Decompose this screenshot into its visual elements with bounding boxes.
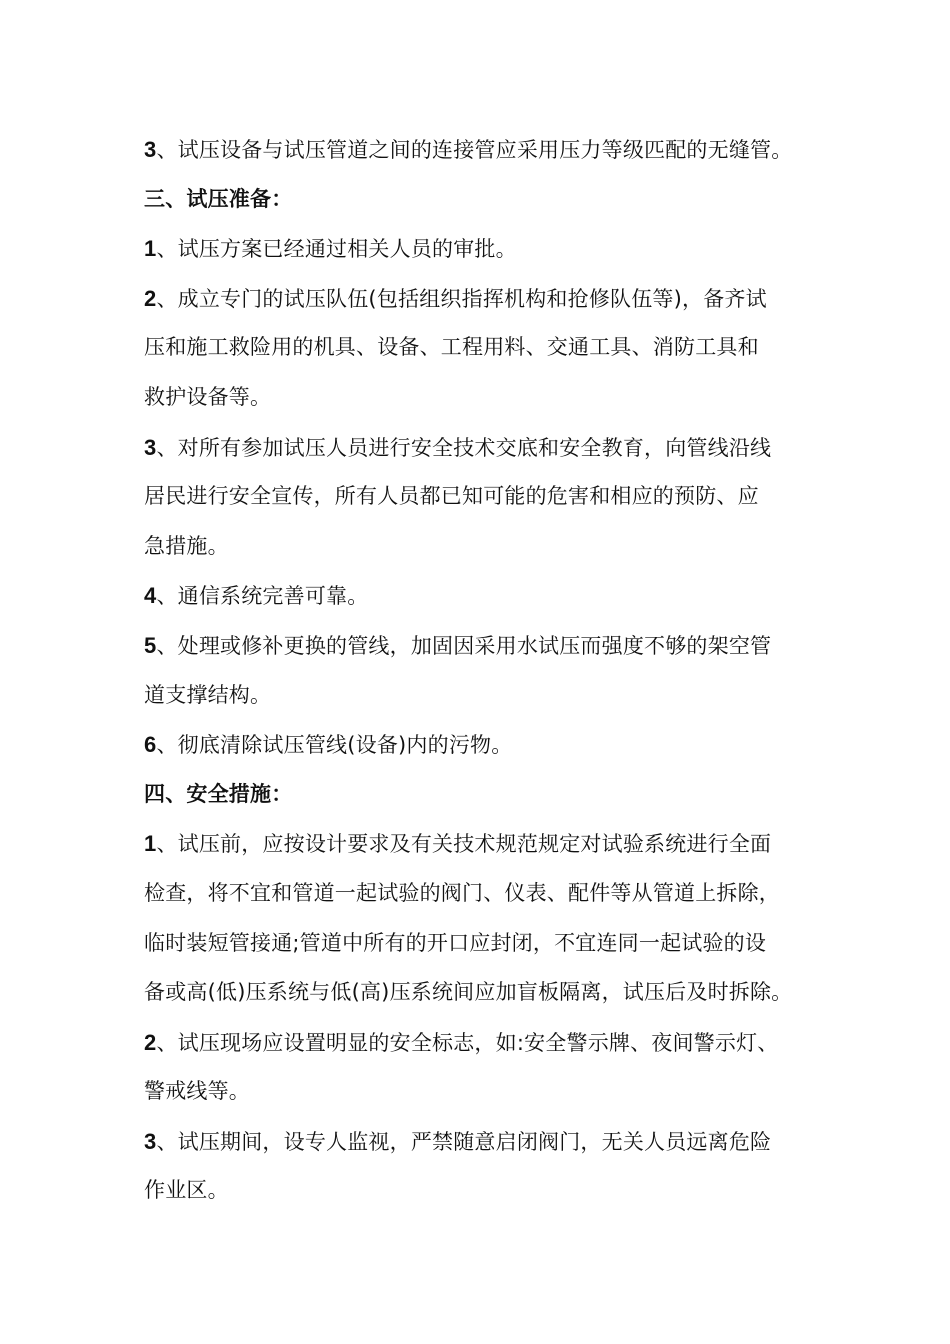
line-text: 、彻底清除试压管线(设备)内的污物。 (156, 733, 513, 758)
item-number: 4 (144, 583, 157, 609)
item-number: 3 (144, 434, 157, 460)
line-text: 、处理或修补更换的管线，加固因采用水试压而强度不够的架空管 (156, 633, 772, 658)
line-text: 、试压方案已经通过相关人员的审批。 (156, 237, 517, 262)
text-line: 压和施工救险用的机具、设备、工程用料、交通工具、消防工具和 (144, 335, 759, 360)
text-line: 作业区。 (144, 1178, 229, 1203)
section-heading: 四、安全措施： (144, 781, 293, 806)
line-text: 、对所有参加试压人员进行安全技术交底和安全教育，向管线沿线 (156, 435, 772, 460)
document-body (144, 125, 834, 1216)
item-number: 5 (144, 632, 157, 658)
item-number: 1 (144, 831, 157, 857)
text-line: 居民进行安全宣传，所有人员都已知可能的危害和相应的预防、应 (144, 484, 759, 509)
line-text: 、通信系统完善可靠。 (156, 584, 369, 609)
line-text: 、试压现场应设置明显的安全标志，如:安全警示牌、夜间警示灯、 (156, 1030, 779, 1055)
text-line: 警戒线等。 (144, 1079, 250, 1104)
line-text: 、试压前，应按设计要求及有关技术规范规定对试验系统进行全面 (156, 832, 772, 857)
item-number: 2 (144, 1029, 157, 1055)
section-heading: 三、试压准备： (144, 186, 293, 211)
text-line (144, 819, 834, 869)
text-line (144, 1018, 834, 1068)
item-number: 3 (144, 137, 157, 162)
text-line (144, 274, 834, 324)
text-line (144, 125, 834, 175)
text-line (144, 571, 834, 621)
text-line (144, 423, 834, 473)
item-number: 2 (144, 285, 157, 311)
text-line (144, 720, 834, 770)
text-line (144, 1117, 834, 1167)
text-line (144, 224, 834, 274)
text-line: 检查，将不宜和管道一起试验的阀门、仪表、配件等从管道上拆除， (144, 880, 780, 905)
item-number: 1 (144, 236, 157, 262)
item-number: 3 (144, 1128, 157, 1154)
item-number: 6 (144, 732, 157, 758)
line-text: 、试压设备与试压管道之间的连接管应采用压力等级匹配的无缝管。 (156, 138, 793, 162)
text-line: 备或高(低)压系统与低(高)压系统间应加盲板隔离，试压后及时拆除。 (144, 980, 793, 1005)
text-line: 道支撑结构。 (144, 682, 272, 707)
text-line: 临时装短管接通;管道中所有的开口应封闭，不宜连同一起试验的设 (144, 930, 767, 955)
line-text: 、试压期间，设专人监视，严禁随意启闭阀门，无关人员远离危险 (156, 1129, 772, 1154)
text-line: 急措施。 (144, 533, 229, 558)
text-line: 救护设备等。 (144, 384, 272, 409)
text-line (144, 621, 834, 671)
line-text: 、成立专门的试压队伍(包括组织指挥机构和抢修队伍等)，备齐试 (156, 286, 767, 311)
